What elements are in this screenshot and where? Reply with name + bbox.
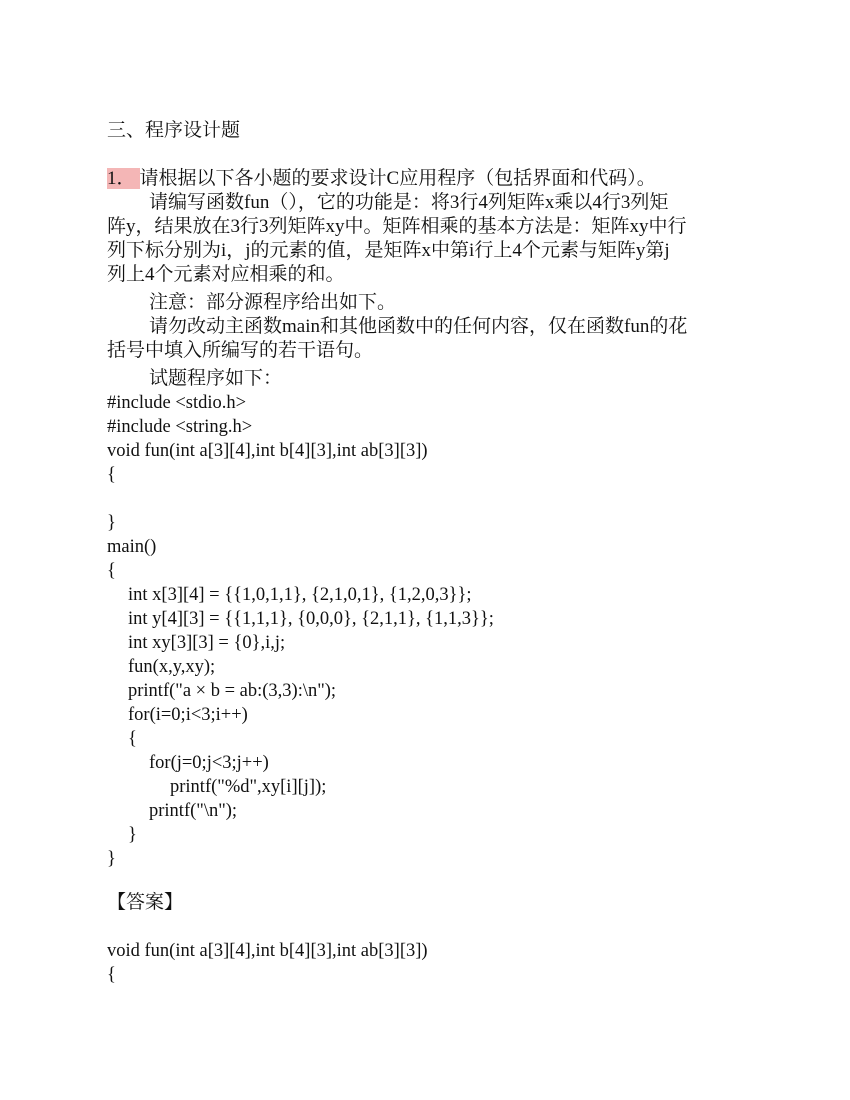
description-line-2: 阵y，结果放在3行3列矩阵xy中。矩阵相乘的基本方法是：矩阵xy中行	[107, 216, 687, 237]
code-line: printf("%d",xy[i][j]);	[170, 777, 327, 797]
code-line: printf("a × b = ab:(3,3):\n");	[128, 681, 337, 701]
code-line: #include <string.h>	[107, 417, 253, 437]
description-line-3: 列下标分别为i，j的元素的值，是矩阵x中第i行上4个元素与矩阵y第j	[107, 240, 670, 261]
question-title-line	[107, 167, 656, 191]
instruction-line-1: 请勿改动主函数main和其他函数中的任何内容，仅在函数fun的花	[149, 316, 688, 337]
answer-code-line: void fun(int a[3][4],int b[4][3],int ab[3][3])	[107, 941, 428, 961]
instruction-line-2: 括号中填入所编写的若干语句。	[107, 340, 374, 361]
code-line: {	[107, 465, 116, 485]
code-line: int xy[3][3] = {0},i,j;	[128, 633, 286, 653]
description-line-4: 列上4个元素对应相乘的和。	[107, 264, 345, 285]
code-line: main()	[107, 537, 157, 557]
code-line: printf("\n");	[149, 801, 238, 821]
code-line: int x[3][4] = {{1,0,1,1}, {2,1,0,1}, {1,2,0,3}};	[128, 585, 472, 605]
code-line: {	[107, 561, 116, 581]
code-line: void fun(int a[3][4],int b[4][3],int ab[3][3])	[107, 441, 428, 461]
code-line: #include <stdio.h>	[107, 393, 247, 413]
answer-heading: 【答案】	[107, 892, 184, 913]
description-line-1: 请编写函数fun（），它的功能是：将3行4列矩阵x乘以4行3列矩	[149, 192, 669, 213]
code-line: int y[4][3] = {{1,1,1}, {0,0,0}, {2,1,1}, {1,1,3}};	[128, 609, 494, 629]
code-line: for(i=0;i<3;i++)	[128, 705, 248, 725]
section-heading: 三、程序设计题	[107, 120, 241, 141]
question-number: 1．	[107, 168, 140, 189]
code-line: for(j=0;j<3;j++)	[149, 753, 269, 773]
code-line: }	[128, 825, 137, 845]
answer-code-line: {	[107, 965, 116, 985]
program-intro: 试题程序如下：	[149, 368, 283, 389]
code-line: {	[128, 729, 137, 749]
code-line: }	[107, 849, 116, 869]
question-title: 请根据以下各小题的要求设计C应用程序（包括界面和代码）。	[139, 168, 656, 189]
code-line: fun(x,y,xy);	[128, 657, 216, 677]
note-line: 注意：部分源程序给出如下。	[149, 292, 397, 313]
code-line: }	[107, 513, 116, 533]
